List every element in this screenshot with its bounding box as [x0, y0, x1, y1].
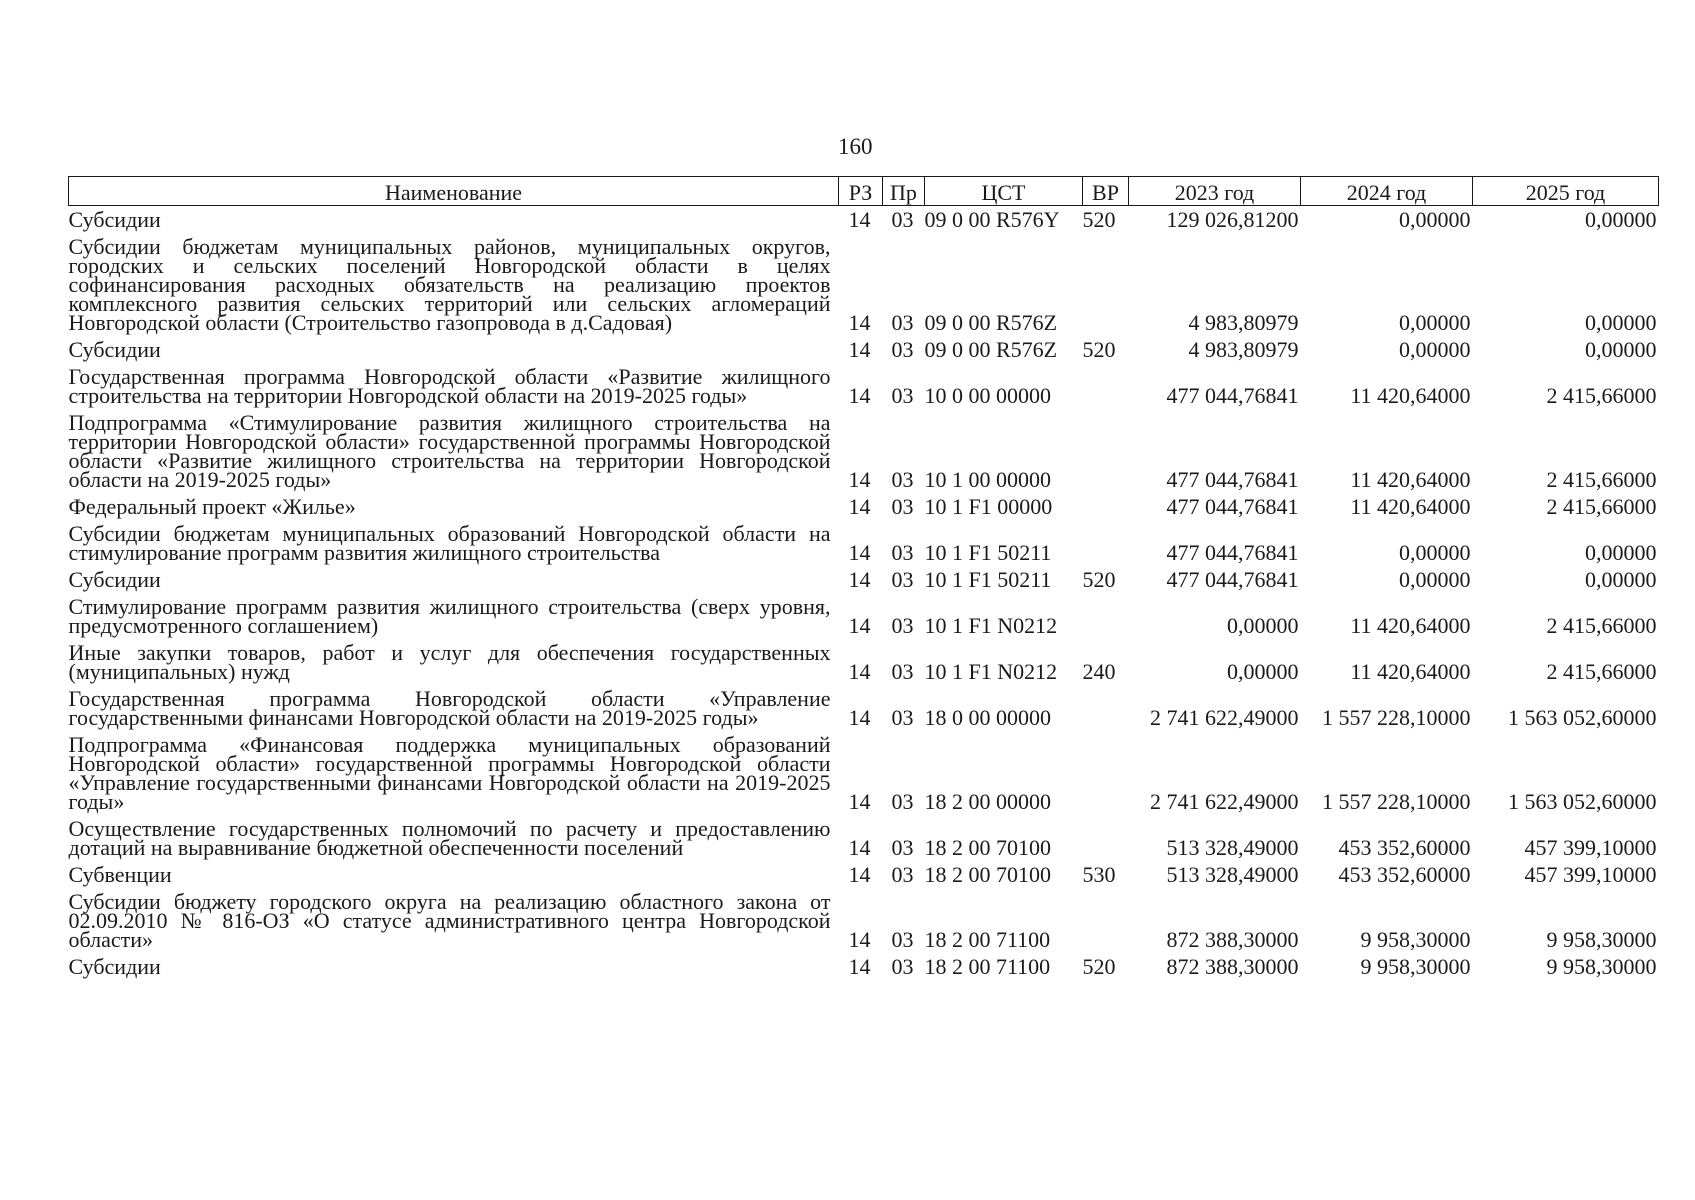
cell-cst: 09 0 00 R576Y	[924, 207, 1060, 232]
cell-cst: 18 2 00 70100	[924, 835, 1051, 860]
cell-cst: 10 1 F1 00000	[924, 494, 1053, 519]
cell-name: Субсидии бюджетам муниципальных районов, муниципальных округов, городских и сельских поселений Новгородской области в целях софинансирования расходных обязательств на реализацию проектов комплексного развития сельских территорий или сельских агломераций Новгородской области (Строительство газопровода в д.Садовая)	[68, 234, 831, 335]
cell-cst: 10 1 F1 N0212	[924, 659, 1058, 684]
cell-cst: 18 0 00 00000	[924, 705, 1051, 730]
cell-vr	[1083, 363, 1129, 409]
cell-pr: 03	[891, 337, 914, 362]
cell-y2024: 0,00000	[1399, 207, 1471, 232]
header-2023: 2023 год	[1129, 177, 1301, 206]
cell-rz: 14	[848, 467, 871, 492]
cell-rz: 14	[848, 705, 871, 730]
cell-name: Осуществление государственных полномочий по расчету и предоставлению дотаций на выравнивание бюджетной обеспеченности поселений	[68, 816, 831, 860]
cell-vr: 520	[1082, 337, 1116, 362]
table-row	[69, 593, 1659, 639]
cell-vr: 530	[1082, 862, 1116, 887]
cell-y2024: 0,00000	[1399, 540, 1471, 565]
cell-pr: 03	[891, 789, 914, 814]
cell-name: Субсидии	[68, 337, 161, 362]
cell-y2024: 9 958,30000	[1360, 954, 1471, 979]
table-row	[69, 731, 1659, 815]
header-vr: ВР	[1083, 177, 1129, 206]
table-row	[69, 888, 1659, 953]
cell-pr: 03	[891, 383, 914, 408]
table-row	[69, 639, 1659, 685]
cell-y2024: 11 420,64000	[1350, 383, 1471, 408]
cell-name: Иные закупки товаров, работ и услуг для обеспечения государственных (муниципальных) нужд	[68, 640, 831, 684]
cell-pr: 03	[891, 207, 914, 232]
header-2025: 2025 год	[1473, 177, 1659, 206]
table-row	[69, 493, 1659, 520]
cell-rz: 14	[848, 835, 871, 860]
table-row	[69, 363, 1659, 409]
cell-y2023: 872 388,30000	[1166, 954, 1299, 979]
table-header-row	[69, 177, 1659, 206]
cell-pr: 03	[891, 835, 914, 860]
cell-y2025: 2 415,66000	[1546, 494, 1657, 519]
cell-y2023: 2 741 622,49000	[1150, 789, 1299, 814]
cell-y2025: 457 399,10000	[1524, 835, 1657, 860]
cell-rz: 14	[848, 613, 871, 638]
cell-y2023: 477 044,76841	[1166, 567, 1299, 592]
cell-y2025: 2 415,66000	[1546, 467, 1657, 492]
header-2024: 2024 год	[1301, 177, 1473, 206]
cell-y2024: 9 958,30000	[1360, 927, 1471, 952]
cell-cst: 18 2 00 00000	[924, 789, 1051, 814]
cell-y2024: 0,00000	[1399, 567, 1471, 592]
cell-cst: 10 1 F1 50211	[924, 540, 1052, 565]
cell-vr	[1083, 731, 1129, 815]
table-row	[69, 409, 1659, 493]
cell-y2023: 477 044,76841	[1166, 467, 1299, 492]
cell-rz: 14	[848, 862, 871, 887]
header-name: Наименование	[69, 177, 839, 206]
cell-pr: 03	[891, 659, 914, 684]
cell-pr: 03	[891, 310, 914, 335]
table-row	[69, 861, 1659, 888]
cell-cst: 10 1 F1 50211	[924, 567, 1052, 592]
cell-vr	[1083, 815, 1129, 861]
cell-y2023: 129 026,81200	[1166, 207, 1299, 232]
cell-name: Подпрограмма «Стимулирование развития жилищного строительства на территории Новгородской области» государственной программы Новгородской области «Развитие жилищного строительства на территории Новгородской области на 2019-2025 годы»	[68, 410, 831, 492]
cell-cst: 10 1 00 00000	[924, 467, 1051, 492]
cell-y2025: 1 563 052,60000	[1508, 789, 1657, 814]
cell-pr: 03	[891, 862, 914, 887]
cell-y2025: 0,00000	[1585, 310, 1657, 335]
cell-name: Подпрограмма «Финансовая поддержка муниципальных образований Новгородской области» государственной программы Новгородской области «Управление государственными финансами Новгородской области на 2019-2025 годы»	[68, 732, 831, 814]
cell-y2024: 11 420,64000	[1350, 613, 1471, 638]
header-cst: ЦСТ	[925, 177, 1083, 206]
cell-y2025: 2 415,66000	[1546, 383, 1657, 408]
cell-name: Субсидии бюджету городского округа на реализацию областного закона от 02.09.2010 № 816-ОЗ «О статусе административного центра Новгородской области»	[68, 889, 831, 952]
cell-name: Субсидии	[68, 954, 161, 979]
cell-pr: 03	[891, 467, 914, 492]
cell-name: Федеральный проект «Жилье»	[68, 494, 356, 519]
cell-y2025: 9 958,30000	[1546, 927, 1657, 952]
cell-pr: 03	[891, 567, 914, 592]
cell-y2025: 457 399,10000	[1524, 862, 1657, 887]
cell-cst: 10 0 00 00000	[924, 383, 1051, 408]
cell-pr: 03	[891, 954, 914, 979]
cell-rz: 14	[848, 310, 871, 335]
cell-y2023: 872 388,30000	[1166, 927, 1299, 952]
cell-vr	[1083, 593, 1129, 639]
cell-rz: 14	[848, 540, 871, 565]
cell-y2024: 453 352,60000	[1338, 835, 1471, 860]
cell-y2023: 477 044,76841	[1166, 540, 1299, 565]
cell-vr	[1083, 493, 1129, 520]
cell-vr: 240	[1082, 659, 1116, 684]
cell-y2025: 1 563 052,60000	[1508, 705, 1657, 730]
table-row	[69, 520, 1659, 566]
cell-rz: 14	[848, 207, 871, 232]
header-rz: РЗ	[839, 177, 883, 206]
cell-vr	[1083, 888, 1129, 953]
cell-y2025: 2 415,66000	[1546, 613, 1657, 638]
cell-y2023: 4 983,80979	[1188, 310, 1299, 335]
cell-y2023: 2 741 622,49000	[1150, 705, 1299, 730]
cell-cst: 18 2 00 70100	[924, 862, 1051, 887]
cell-y2024: 0,00000	[1399, 310, 1471, 335]
cell-cst: 18 2 00 71100	[924, 954, 1051, 979]
cell-vr: 520	[1082, 567, 1116, 592]
cell-rz: 14	[848, 494, 871, 519]
cell-pr: 03	[891, 494, 914, 519]
cell-vr: 520	[1082, 207, 1116, 232]
cell-cst: 09 0 00 R576Z	[924, 310, 1058, 335]
cell-rz: 14	[848, 789, 871, 814]
cell-rz: 14	[848, 659, 871, 684]
cell-y2025: 0,00000	[1585, 337, 1657, 362]
table-body	[69, 206, 1659, 981]
cell-y2023: 513 328,49000	[1166, 862, 1299, 887]
cell-pr: 03	[891, 540, 914, 565]
cell-y2025: 9 958,30000	[1546, 954, 1657, 979]
table-row	[69, 566, 1659, 593]
header-pr: Пр	[883, 177, 925, 206]
cell-name: Субсидии	[68, 567, 161, 592]
cell-name: Стимулирование программ развития жилищного строительства (сверх уровня, предусмотренного соглашением)	[68, 594, 831, 638]
table-row	[69, 336, 1659, 363]
cell-vr: 520	[1082, 954, 1116, 979]
cell-name: Субсидии	[68, 207, 161, 232]
cell-pr: 03	[891, 927, 914, 952]
cell-y2023: 0,00000	[1227, 659, 1299, 684]
cell-y2023: 513 328,49000	[1166, 835, 1299, 860]
table-row	[69, 206, 1659, 234]
cell-cst: 18 2 00 71100	[924, 927, 1051, 952]
cell-rz: 14	[848, 954, 871, 979]
cell-rz: 14	[848, 567, 871, 592]
budget-table	[68, 176, 1659, 980]
cell-y2025: 0,00000	[1585, 207, 1657, 232]
cell-name: Государственная программа Новгородской области «Управление государственными финансами Новгородской области на 2019-2025 годы»	[68, 686, 831, 730]
cell-name: Государственная программа Новгородской области «Развитие жилищного строительства на территории Новгородской области на 2019-2025 годы»	[68, 364, 831, 408]
cell-y2023: 477 044,76841	[1166, 494, 1299, 519]
cell-y2024: 11 420,64000	[1350, 659, 1471, 684]
cell-name: Субсидии бюджетам муниципальных образований Новгородской области на стимулирование программ развития жилищного строительства	[68, 521, 831, 565]
cell-pr: 03	[891, 613, 914, 638]
cell-y2023: 477 044,76841	[1166, 383, 1299, 408]
cell-vr	[1083, 685, 1129, 731]
cell-y2024: 1 557 228,10000	[1322, 789, 1471, 814]
cell-name: Субвенции	[68, 862, 172, 887]
table-row	[69, 233, 1659, 336]
cell-y2025: 2 415,66000	[1546, 659, 1657, 684]
cell-cst: 10 1 F1 N0212	[924, 613, 1058, 638]
page-number: 160	[838, 134, 873, 159]
table-row	[69, 953, 1659, 980]
cell-y2023: 4 983,80979	[1188, 337, 1299, 362]
cell-vr	[1083, 409, 1129, 493]
cell-rz: 14	[848, 927, 871, 952]
cell-vr	[1083, 233, 1129, 336]
cell-y2025: 0,00000	[1585, 540, 1657, 565]
cell-y2025: 0,00000	[1585, 567, 1657, 592]
cell-pr: 03	[891, 705, 914, 730]
cell-y2023: 0,00000	[1227, 613, 1299, 638]
cell-cst: 09 0 00 R576Z	[924, 337, 1058, 362]
cell-y2024: 453 352,60000	[1338, 862, 1471, 887]
cell-rz: 14	[848, 337, 871, 362]
cell-y2024: 11 420,64000	[1350, 467, 1471, 492]
cell-rz: 14	[848, 383, 871, 408]
cell-vr	[1083, 520, 1129, 566]
table-row	[69, 685, 1659, 731]
cell-y2024: 0,00000	[1399, 337, 1471, 362]
cell-y2024: 1 557 228,10000	[1322, 705, 1471, 730]
cell-y2024: 11 420,64000	[1350, 494, 1471, 519]
table-row	[69, 815, 1659, 861]
